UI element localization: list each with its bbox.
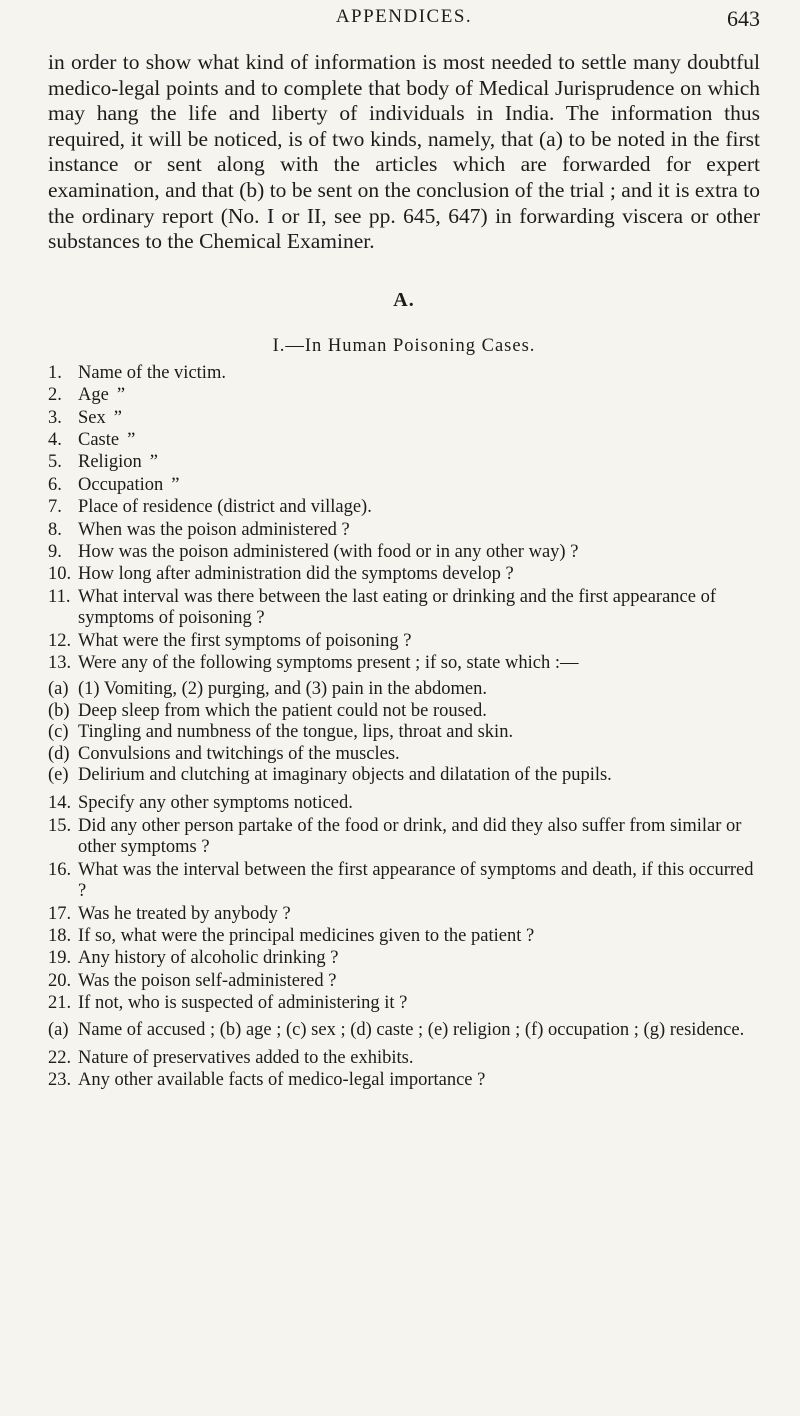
question-body <box>78 497 760 518</box>
question-body <box>78 860 760 903</box>
sub-item-letter: (b) <box>48 700 70 721</box>
question-body <box>78 475 760 496</box>
question-item <box>48 1048 760 1069</box>
question-number: 11. <box>48 586 71 607</box>
question-number: 2. <box>48 385 62 406</box>
question-number: 7. <box>48 497 62 518</box>
ditto-mark: ” <box>116 385 126 406</box>
section-letter: A. <box>393 288 415 311</box>
question-item <box>48 971 760 992</box>
question-list-part2 <box>48 793 760 1014</box>
question-number: 18. <box>48 925 72 946</box>
question-text: Age <box>78 385 109 406</box>
question-number: 16. <box>48 859 72 880</box>
ditto-mark: ” <box>113 407 122 428</box>
question-body <box>78 816 760 859</box>
question-text: Sex <box>78 407 106 428</box>
symptom-item <box>48 701 760 722</box>
question-item <box>48 587 760 630</box>
question-item <box>48 948 760 969</box>
question-item <box>48 1070 760 1091</box>
question-number: 1. <box>48 362 62 383</box>
question-item <box>48 926 760 947</box>
question-item <box>48 860 760 903</box>
symptom-item <box>48 744 760 765</box>
question-body <box>78 993 760 1014</box>
question-body <box>78 408 760 429</box>
sub-item-text: Convulsions and twitchings of the muscles. <box>78 743 400 764</box>
question-body <box>78 631 760 652</box>
sub-item-text: Tingling and numbness of the tongue, lips, throat and skin. <box>78 722 514 743</box>
question-item <box>48 904 760 925</box>
question-body <box>78 1070 760 1091</box>
question-body <box>78 520 760 541</box>
question-item <box>48 793 760 814</box>
question-number: 4. <box>48 429 62 450</box>
question-text: Were any of the following symptoms present ; if so, state which :— <box>78 653 579 674</box>
question-text: Caste <box>78 429 120 450</box>
question-item <box>48 564 760 585</box>
question-text: Nature of preservatives added to the exhibits. <box>78 1047 414 1068</box>
question-number: 14. <box>48 793 72 814</box>
question-text: Religion <box>78 452 142 473</box>
question-item <box>48 816 760 859</box>
running-head <box>48 0 760 42</box>
question-list-part1 <box>48 363 760 675</box>
question-number: 5. <box>48 452 62 473</box>
question-body <box>78 1048 760 1069</box>
accused-details <box>48 1020 760 1041</box>
symptom-item <box>48 765 760 786</box>
question-number: 20. <box>48 970 72 991</box>
question-body <box>78 430 760 451</box>
question-number: 19. <box>48 948 72 969</box>
question-item <box>48 430 760 451</box>
question-text: Did any other person partake of the food or drink, and did they also suffer from similar or other symptoms ? <box>78 815 742 858</box>
question-number: 3. <box>48 407 62 428</box>
question-body <box>78 385 760 406</box>
question-text: How long after administration did the symptoms develop ? <box>78 564 514 585</box>
sub-item-letter: (e) <box>48 765 69 786</box>
question-item <box>48 993 760 1014</box>
question-item <box>48 363 760 384</box>
question-item <box>48 385 760 406</box>
question-item <box>48 452 760 473</box>
question-body <box>78 587 760 630</box>
question-text: Name of the victim. <box>78 362 226 383</box>
question-body <box>78 363 760 384</box>
question-item <box>48 408 760 429</box>
question-number: 21. <box>48 993 72 1014</box>
question-item <box>48 497 760 518</box>
question-number: 17. <box>48 903 72 924</box>
question-number: 10. <box>48 564 72 585</box>
question-list-part3 <box>48 1048 760 1092</box>
question-body <box>78 452 760 473</box>
intro-paragraph: in order to show what kind of information is most needed to settle many doubtful medico-legal points and to complete that body of Medical Jurisprudence on which may hang the life and liberty of individuals in India. The information thus required, it will be noticed, is of two kinds, namely, that (a) to be noted in the first instance or sent along with the articles which are forwarded for expert examination, and that (b) to be sent on the conclusion of the trial ; and it is extra to the ordinary report (No. I or II, see pp. 645, 647) in forwarding viscera or other substances to the Chemical Examiner. <box>48 50 760 254</box>
question-text: When was the poison administered ? <box>78 519 350 540</box>
question-text: Was he treated by anybody ? <box>78 903 291 924</box>
question-body <box>78 564 760 585</box>
question-item <box>48 520 760 541</box>
question-text: Any history of alcoholic drinking ? <box>78 948 339 969</box>
question-text: Place of residence (district and village). <box>78 497 372 518</box>
question-body <box>78 904 760 925</box>
sub-item-letter: (d) <box>48 743 70 764</box>
question-text: Was the poison self-administered ? <box>78 970 337 991</box>
question-body <box>78 653 760 674</box>
question-number: 13. <box>48 653 72 674</box>
question-number: 23. <box>48 1070 72 1091</box>
question-body <box>78 793 760 814</box>
question-number: 22. <box>48 1047 72 1068</box>
ditto-mark: ” <box>127 429 136 450</box>
sub-item-letter: (a) <box>48 1019 69 1040</box>
section-heading: I.—In Human Poisoning Cases. <box>272 335 536 356</box>
question-text: Specify any other symptoms noticed. <box>78 793 353 814</box>
question-item <box>48 631 760 652</box>
question-body <box>78 971 760 992</box>
page-number: 643 <box>727 6 760 31</box>
sub-item-text: Delirium and clutching at imaginary objects and dilatation of the pupils. <box>78 765 612 786</box>
running-title: APPENDICES. <box>335 6 473 27</box>
accused-details-item <box>48 1020 760 1041</box>
question-body <box>78 926 760 947</box>
question-text: Any other available facts of medico-legal importance ? <box>78 1070 486 1091</box>
symptom-item <box>48 679 760 700</box>
question-text: What was the interval between the first appearance of symptoms and death, if this occurred ? <box>78 859 754 902</box>
question-number: 15. <box>48 815 72 836</box>
question-item <box>48 653 760 674</box>
question-body <box>78 948 760 969</box>
question-text: Occupation <box>78 474 164 495</box>
symptom-item <box>48 722 760 743</box>
sub-item-letter: (a) <box>48 679 69 700</box>
sub-item-text: Deep sleep from which the patient could not be roused. <box>78 700 487 721</box>
question-text: What interval was there between the last eating or drinking and the first appearance of symptoms of poisoning ? <box>78 586 716 629</box>
ditto-mark: ” <box>171 474 180 495</box>
question-item <box>48 475 760 496</box>
question-item <box>48 542 760 563</box>
sub-item-text: (1) Vomiting, (2) purging, and (3) pain in the abdomen. <box>78 679 487 700</box>
question-text: If so, what were the principal medicines given to the patient ? <box>78 925 535 946</box>
question-text: How was the poison administered (with food or in any other way) ? <box>78 542 579 562</box>
question-number: 9. <box>48 542 62 562</box>
question-number: 8. <box>48 519 62 540</box>
symptom-list <box>48 679 760 786</box>
sub-item-letter: (c) <box>48 722 69 743</box>
question-body <box>78 542 760 563</box>
question-number: 6. <box>48 474 62 495</box>
question-text: What were the first symptoms of poisoning ? <box>78 630 412 651</box>
ditto-mark: ” <box>149 452 158 473</box>
question-text: If not, who is suspected of administering it ? <box>78 993 408 1014</box>
sub-item-text: Name of accused ; (b) age ; (c) sex ; (d) caste ; (e) religion ; (f) occupation ; (g) residence. <box>78 1019 745 1040</box>
question-number: 12. <box>48 630 72 651</box>
